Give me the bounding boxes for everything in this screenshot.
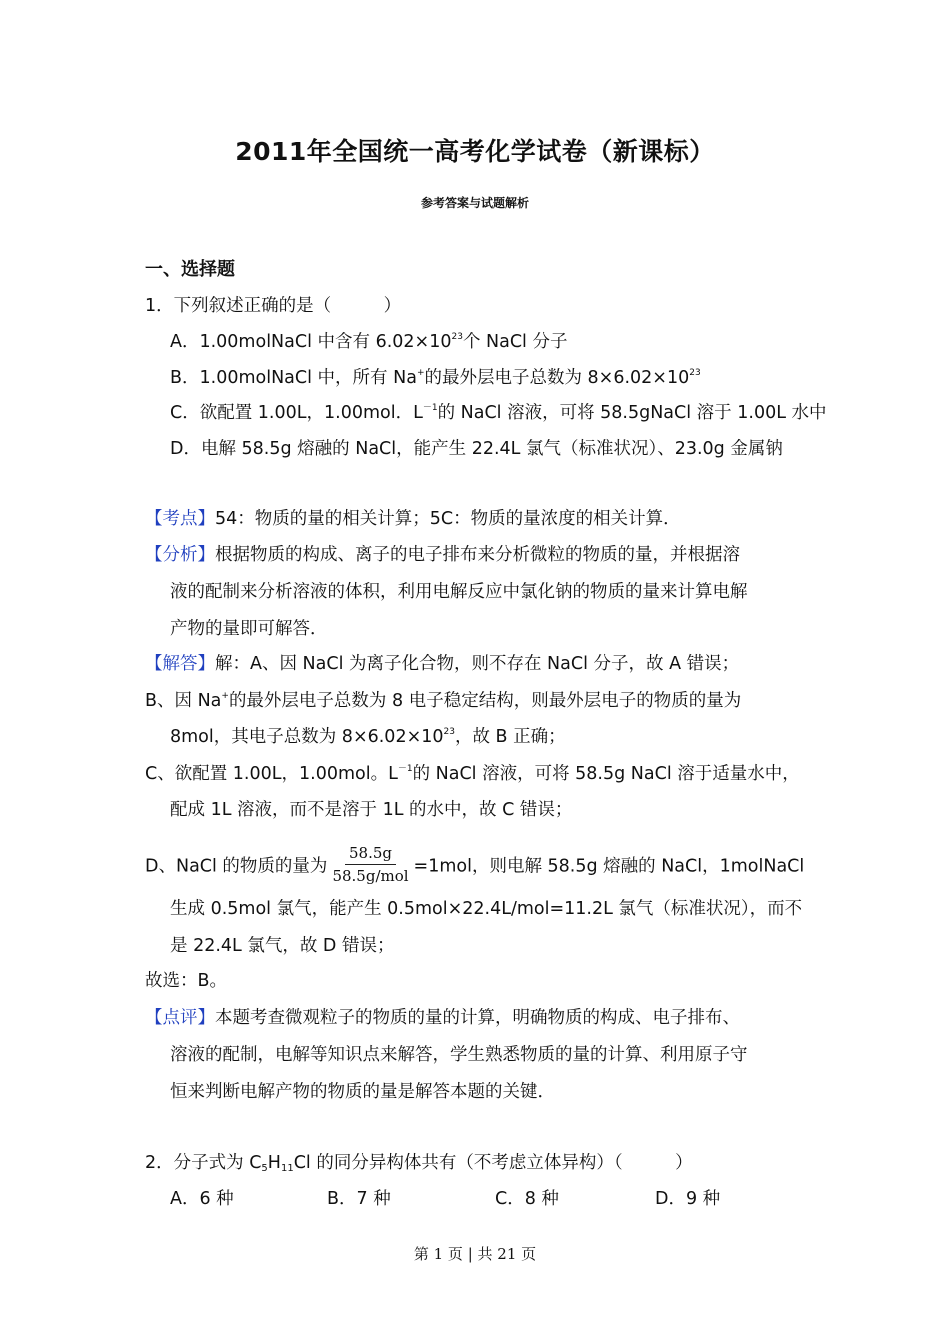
page-subtitle: 参考答案与试题解析 [420, 196, 529, 210]
option-b-charge: + [416, 368, 425, 378]
dianping-text-1: 本题考查微观粒子的物质的量的计算，明确物质的构成、电子排布、 [215, 1008, 740, 1028]
fenxi-text-1: 根据物质的构成、离子的电子排布来分析微粒的物质的量，并根据溶 [215, 545, 740, 565]
question-1-option-a [170, 330, 567, 354]
molar-fraction [328, 843, 412, 886]
option-c-exponent: －1 [422, 403, 438, 413]
jieda-d-line-3: 是 22.4L 氯气，故 D 错误； [170, 936, 395, 956]
page-title: 2011年全国统一高考化学试卷（新课标） [235, 137, 715, 166]
jieda-c-exponent: －1 [397, 764, 413, 774]
question-2-stem [145, 1151, 693, 1175]
jieda-b2-text: 8mol，其电子总数为 8×6.02×10 [170, 727, 444, 747]
jieda-d-text-end: =1mol，则电解 58.5g 熔融的 NaCl，1molNaCl [413, 856, 805, 877]
jieda-b-line-1 [145, 689, 741, 713]
question-2-option-a: A．6 种 [170, 1189, 234, 1209]
fenxi-line-2: 液的配制来分析溶液的体积，利用电解反应中氯化钠的物质的量来计算电解 [170, 582, 748, 602]
jieda-b2-exponent: 23 [443, 727, 455, 737]
question-2-text-end: Cl 的同分异构体共有（不考虑立体异构）（ ） [293, 1153, 693, 1173]
jieda-c-text: C、欲配置 1.00L，1.00mol。L [145, 764, 398, 784]
fenxi-line-1 [145, 543, 740, 567]
dianping-line-1 [145, 1006, 740, 1030]
option-b-exponent: 23 [689, 368, 701, 378]
jieda-c-line-2: 配成 1L 溶液，而不是溶于 1L 的水中，故 C 错误； [170, 800, 573, 820]
dianping-line-2: 溶液的配制，电解等知识点来解答，学生熟悉物质的量的计算、利用原子守 [170, 1045, 748, 1065]
kaodian-paragraph [145, 507, 681, 531]
kaodian-text: 54：物质的量的相关计算；5C：物质的量浓度的相关计算． [215, 509, 681, 529]
option-a-exponent: 23 [451, 332, 463, 342]
section-heading: 一、选择题 [145, 259, 235, 280]
jieda-b-line-2 [170, 725, 566, 749]
question-1-option-c [170, 401, 827, 425]
jieda-tag: 【解答】 [145, 654, 215, 674]
page-footer: 第 1 页 | 共 21 页 [413, 1245, 537, 1263]
question-2-option-c: C．8 种 [495, 1189, 559, 1209]
dianping-line-3: 恒来判断电解产物的物质的量是解答本题的关键． [170, 1082, 555, 1102]
jieda-c-text-end: 的 NaCl 溶液，可将 58.5g NaCl 溶于适量水中， [412, 764, 800, 784]
option-c-text: C．欲配置 1.00L，1.00mol．L [170, 403, 423, 423]
fraction-denominator: 58.5g/mol [332, 867, 409, 885]
jieda-line-1 [145, 652, 739, 676]
jieda-text-1: 解：A、因 NaCl 为离子化合物，则不存在 NaCl 分子，故 A 错误； [215, 654, 740, 674]
question-2-option-b: B．7 种 [327, 1189, 391, 1209]
dianping-tag: 【点评】 [145, 1008, 215, 1028]
jieda-d-line-1 [145, 845, 804, 888]
option-b-text-mid: 的最外层电子总数为 8×6.02×10 [424, 368, 690, 388]
kaodian-tag: 【考点】 [145, 509, 215, 529]
carbon-subscript: 5 [261, 1163, 268, 1174]
question-1-option-b [170, 366, 701, 390]
question-1-option-d: D．电解 58.5g 熔融的 NaCl，能产生 22.4L 氯气（标准状况）、23.0g 金属钠 [170, 439, 783, 459]
jieda-b-text: B、因 Na [145, 691, 222, 711]
answer-choice: 故选：B。 [145, 971, 228, 991]
jieda-b-text-end: 的最外层电子总数为 8 电子稳定结构，则最外层电子的物质的量为 [228, 691, 742, 711]
option-c-text-end: 的 NaCl 溶液，可将 58.5gNaCl 溶于 1.00L 水中 [437, 403, 827, 423]
jieda-c-line-1 [145, 762, 800, 786]
jieda-b2-text-end: ，故 B 正确； [454, 727, 566, 747]
option-a-text: A．1.00molNaCl 中含有 6.02×10 [170, 332, 452, 352]
hydrogen-subscript: 11 [280, 1163, 294, 1174]
jieda-d-text: D、NaCl 的物质的量为 [145, 856, 328, 877]
question-1-stem: 1．下列叙述正确的是（ ） [145, 296, 402, 316]
hydrogen-symbol: H [267, 1153, 281, 1173]
question-2-text: 2．分子式为 C [145, 1153, 262, 1173]
jieda-b-charge: + [221, 691, 229, 701]
jieda-d-line-2: 生成 0.5mol 氯气，能产生 0.5mol×22.4L/mol=11.2L 氯气（标准状况），而不 [170, 899, 803, 919]
option-a-text-end: 个 NaCl 分子 [462, 332, 568, 352]
question-2-option-d: D．9 种 [655, 1189, 721, 1209]
option-b-text: B．1.00molNaCl 中，所有 Na [170, 368, 417, 388]
fenxi-tag: 【分析】 [145, 545, 215, 565]
fenxi-line-3: 产物的量即可解答． [170, 619, 328, 639]
fraction-numerator: 58.5g [345, 843, 396, 865]
